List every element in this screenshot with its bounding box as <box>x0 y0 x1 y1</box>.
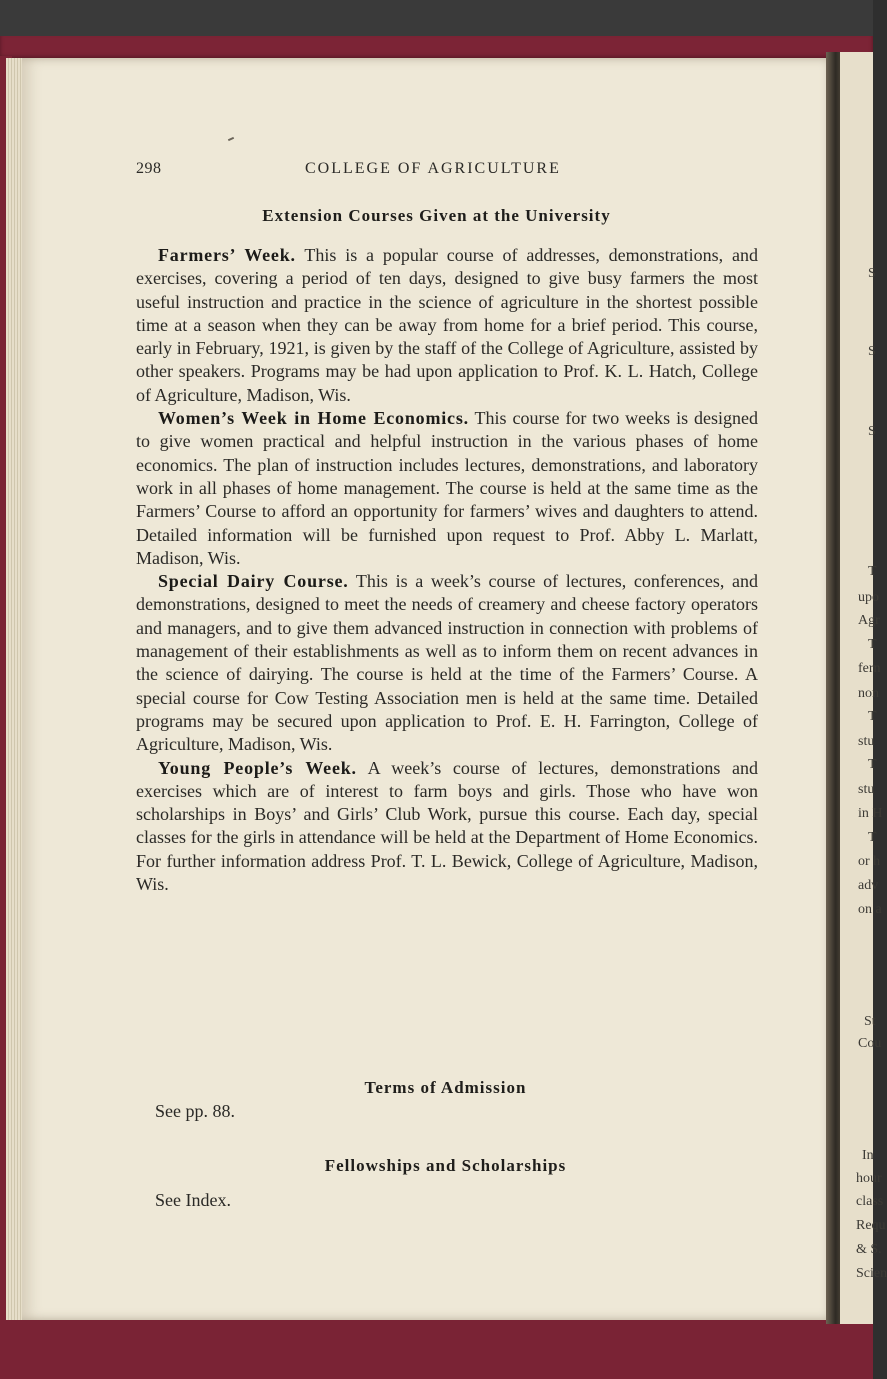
next-page-fragment: T <box>868 757 877 772</box>
next-page-fragment: T <box>868 709 877 724</box>
next-page-fragment: In <box>862 1148 874 1163</box>
next-page-fragment: fern <box>858 661 881 676</box>
fellowships-heading: Fellowships and Scholarships <box>324 1156 567 1175</box>
paragraph-lead: Young People’s Week. <box>158 757 357 778</box>
body-text <box>136 244 758 896</box>
next-page-fragment: on a <box>858 902 882 917</box>
paragraph-farmers-week <box>136 244 758 407</box>
paragraph-text: This is a week’s course of lectures, conferences, and demonstrations, designed to meet the needs of creamery and cheese factory operators and managers, and to give them advanced instruction in connection with problems of management of their establishments as well as to inform them on recent advances in the science of dairying. The course is held at the time of the Farmers’ Course. A special course for Cow Testing Association men is held at the same time. Detailed programs may be secured upon application to Prof. E. H. Farrington, College of Agriculture, Madison, Wis. <box>136 571 758 755</box>
book-binding-bottom <box>0 1318 873 1379</box>
next-page-fragment: or h <box>858 854 881 869</box>
next-page-fragment: St <box>864 1014 876 1029</box>
running-title: COLLEGE OF AGRICULTURE <box>305 160 561 177</box>
paragraph-lead: Farmers’ Week. <box>158 245 296 265</box>
next-page-fragment: Agr <box>858 613 880 628</box>
terms-heading: Terms of Admission <box>364 1078 527 1097</box>
paragraph-text: A week’s course of lectures, demonstrations and exercises which are of interest to farm boys and girls. Those who have won scholarships in Boys’ and Girls’ Club Work, pursue this course. Each day, special classes for the girls in attendance will be held at the Department of Home Economics. For further information address Prof. T. L. Bewick, College of Agriculture, Madison, Wis. <box>136 757 759 895</box>
paragraph-lead: Special Dairy Course. <box>158 571 349 592</box>
next-page-fragment: stu <box>858 782 875 797</box>
next-page-fragment: T <box>868 564 877 579</box>
paragraph-young-peoples-week <box>136 757 758 897</box>
scan-background <box>0 0 873 40</box>
next-page-fragment: class <box>856 1194 884 1209</box>
next-page-fragment: & S. <box>856 1242 882 1257</box>
next-page-fragment: Cou <box>858 1036 882 1051</box>
fellowships-text: See Index. <box>155 1190 231 1210</box>
next-page-fragment: in H <box>858 806 883 821</box>
next-page-edge <box>840 52 887 1324</box>
page-number: 298 <box>136 160 162 177</box>
paragraph-womens-week <box>136 407 758 570</box>
running-head <box>0 160 873 182</box>
next-page-fragment: T <box>868 637 877 652</box>
book-binding-top <box>0 36 873 60</box>
paragraph-text: This is a popular course of addresses, demonstrations, and exercises, covering a period of ten days, designed to give busy farmers the most useful instruction and practice in the science of agriculture in the shortest possible time at a season when they can be away from home for a brief period. This course, early in February, 1921, is given by the staff of the College of Agriculture, assisted by other speakers. Programs may be had upon application to Prof. K. L. Hatch, College of Agriculture, Madison, Wis. <box>136 245 758 405</box>
next-page-fragment: T <box>868 830 877 845</box>
next-page-fragment: upo <box>858 590 879 605</box>
section-heading: Extension Courses Given at the University <box>262 206 611 225</box>
next-page-fragment: stu <box>858 734 875 749</box>
next-page-fragment: non <box>858 686 879 701</box>
next-page-fragment: adv <box>858 878 879 893</box>
next-page-fragment: Scien <box>856 1266 887 1281</box>
terms-text: See pp. 88. <box>155 1101 235 1121</box>
paragraph-dairy-course <box>136 570 758 756</box>
next-page-fragment: hour <box>856 1171 882 1186</box>
paragraph-text: This course for two weeks is designed to give women practical and helpful instruction in the various phases of home economics. The plan of instruction includes lectures, demonstrations, and laboratory work in all phases of home management. The course is held at the same time as the Farmers’ Course to afford an opportunity for farmers’ wives and daughters to attend. Detailed information will be furnished upon request to Prof. Abby L. Marlatt, Madison, Wis. <box>136 408 758 568</box>
next-page-fragment: S <box>868 266 876 281</box>
next-page-fragment: S <box>868 424 876 439</box>
next-page-fragment: S <box>868 344 876 359</box>
next-page-fragment: Requ <box>856 1218 886 1233</box>
paragraph-lead: Women’s Week in Home Economics. <box>158 408 469 429</box>
